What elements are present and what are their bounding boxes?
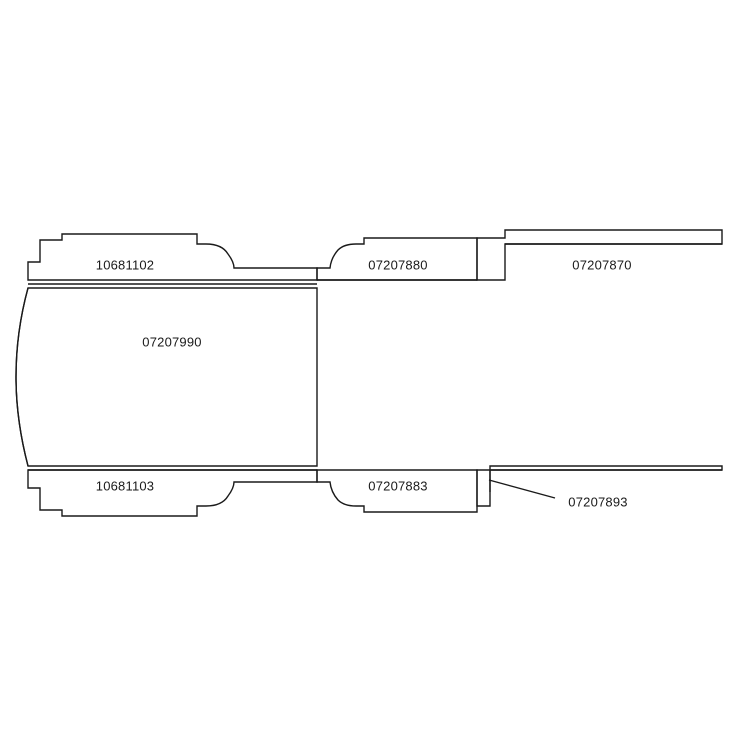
part-label-07207990: 07207990 [142,334,202,350]
panel-center-left-inner-edge [16,288,28,466]
part-label-10681102: 10681102 [95,257,155,273]
leader-line-07207893 [489,480,555,498]
part-label-07207893: 07207893 [568,494,628,510]
panel-upper-right-outline [477,230,722,280]
part-label-10681103: 10681103 [95,478,155,494]
panel-upper-left-outline [28,234,317,280]
part-label-07207883: 07207883 [368,478,428,494]
part-label-07207880: 07207880 [368,257,428,273]
panel-lower-left-outline [28,470,317,516]
part-label-07207870: 07207870 [572,257,632,273]
panel-center-outline [16,288,317,466]
